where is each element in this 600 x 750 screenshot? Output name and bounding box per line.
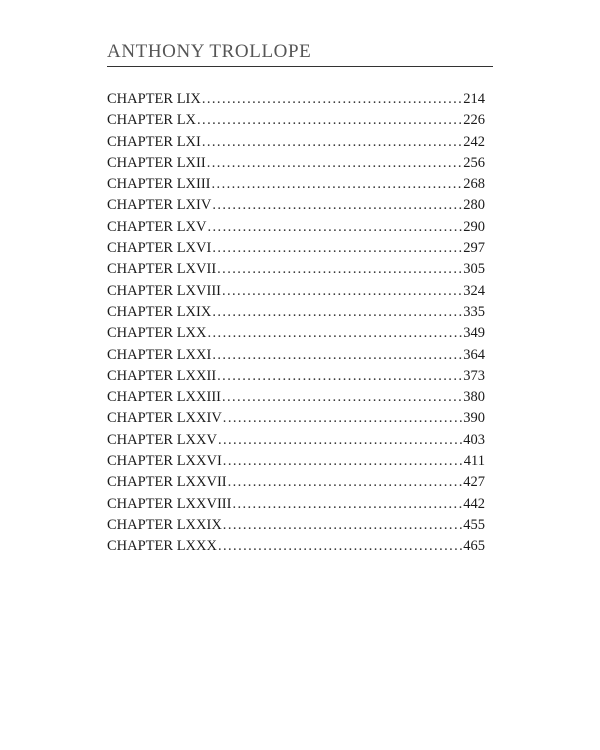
toc-entry <box>107 408 485 429</box>
toc-page-number: 268 <box>463 176 485 193</box>
toc-dot-leader <box>212 345 462 366</box>
toc-page-number: 403 <box>463 431 485 448</box>
toc-page-number: 305 <box>463 261 485 278</box>
toc-chapter-label: CHAPTER LXXII <box>107 367 217 384</box>
toc-chapter-label: CHAPTER LIX <box>107 91 201 107</box>
toc-chapter-label: CHAPTER LXX <box>107 325 207 342</box>
toc-chapter-label: CHAPTER LXXI <box>107 346 212 363</box>
toc-entry <box>107 89 485 110</box>
toc-chapter-label: CHAPTER LXXVII <box>107 474 227 491</box>
toc-dot-leader <box>223 408 462 429</box>
toc-entry <box>107 132 485 153</box>
toc-dot-leader <box>212 238 462 259</box>
toc-entry <box>107 472 485 493</box>
toc-dot-leader <box>223 451 463 472</box>
toc-entry <box>107 153 485 174</box>
toc-entry <box>107 217 485 238</box>
toc-dot-leader <box>217 366 462 387</box>
toc-chapter-label: CHAPTER LXVI <box>107 240 212 257</box>
toc-dot-leader <box>212 174 463 195</box>
toc-chapter-label: CHAPTER LX <box>107 112 197 129</box>
toc-chapter-label: CHAPTER LXI <box>107 133 201 150</box>
author-name: ANTHONY TROLLOPE <box>107 41 312 62</box>
table-of-contents <box>107 89 485 558</box>
toc-chapter-label: CHAPTER LXXIX <box>107 516 222 533</box>
toc-entry <box>107 387 485 408</box>
toc-dot-leader <box>202 89 462 110</box>
toc-page-number: 256 <box>463 154 485 171</box>
toc-page-number: 226 <box>463 112 485 129</box>
toc-entry <box>107 366 485 387</box>
toc-entry <box>107 345 485 366</box>
running-head <box>107 41 493 67</box>
toc-dot-leader <box>218 536 462 557</box>
toc-page-number: 297 <box>463 240 485 257</box>
toc-chapter-label: CHAPTER LXXX <box>107 538 217 555</box>
toc-dot-leader <box>218 430 462 451</box>
toc-dot-leader <box>208 323 463 344</box>
toc-chapter-label: CHAPTER LXXV <box>107 431 217 448</box>
toc-entry <box>107 302 485 323</box>
toc-chapter-label: CHAPTER LXII <box>107 154 206 171</box>
toc-chapter-label: CHAPTER LXIX <box>107 303 212 320</box>
toc-entry <box>107 281 485 302</box>
toc-chapter-label: CHAPTER LXXVI <box>107 453 222 470</box>
toc-dot-leader <box>217 259 462 280</box>
toc-page-number: 427 <box>463 474 485 491</box>
toc-page-number: 242 <box>463 133 485 150</box>
toc-entry <box>107 323 485 344</box>
toc-page-number: 411 <box>463 453 485 470</box>
toc-entry <box>107 536 485 557</box>
toc-chapter-label: CHAPTER LXIV <box>107 197 212 214</box>
toc-page-number: 324 <box>463 282 485 299</box>
toc-entry <box>107 430 485 451</box>
toc-entry <box>107 195 485 216</box>
toc-entry <box>107 494 485 515</box>
toc-dot-leader <box>223 515 462 536</box>
toc-dot-leader <box>208 217 463 238</box>
toc-dot-leader <box>197 110 462 131</box>
toc-chapter-label: CHAPTER LXVIII <box>107 282 221 299</box>
toc-chapter-label: CHAPTER LXIII <box>107 176 211 193</box>
toc-dot-leader <box>232 494 462 515</box>
toc-chapter-label: CHAPTER LXXIV <box>107 410 222 427</box>
toc-dot-leader <box>212 195 462 216</box>
toc-page-number: 442 <box>463 495 485 512</box>
toc-chapter-label: CHAPTER LXXVIII <box>107 495 232 512</box>
toc-entry <box>107 515 485 536</box>
toc-page-number: 290 <box>463 218 485 235</box>
toc-page-number: 335 <box>463 303 485 320</box>
toc-entry <box>107 174 485 195</box>
toc-page-number: 214 <box>463 91 485 107</box>
toc-chapter-label: CHAPTER LXVII <box>107 261 217 278</box>
toc-entry <box>107 110 485 131</box>
toc-dot-leader <box>228 472 463 493</box>
toc-entry <box>107 238 485 259</box>
toc-entry <box>107 259 485 280</box>
toc-page-number: 380 <box>463 389 485 406</box>
toc-chapter-label: CHAPTER LXXIII <box>107 389 221 406</box>
toc-entry <box>107 451 485 472</box>
toc-page-number: 455 <box>463 516 485 533</box>
toc-chapter-label: CHAPTER LXV <box>107 218 207 235</box>
toc-dot-leader <box>222 387 462 408</box>
toc-page-number: 390 <box>463 410 485 427</box>
toc-page-number: 373 <box>463 367 485 384</box>
toc-page-number: 364 <box>463 346 485 363</box>
toc-page-number: 465 <box>463 538 485 555</box>
toc-dot-leader <box>202 132 462 153</box>
toc-dot-leader <box>207 153 463 174</box>
toc-page-number: 280 <box>463 197 485 214</box>
toc-page-number: 349 <box>463 325 485 342</box>
toc-dot-leader <box>222 281 462 302</box>
toc-dot-leader <box>212 302 462 323</box>
